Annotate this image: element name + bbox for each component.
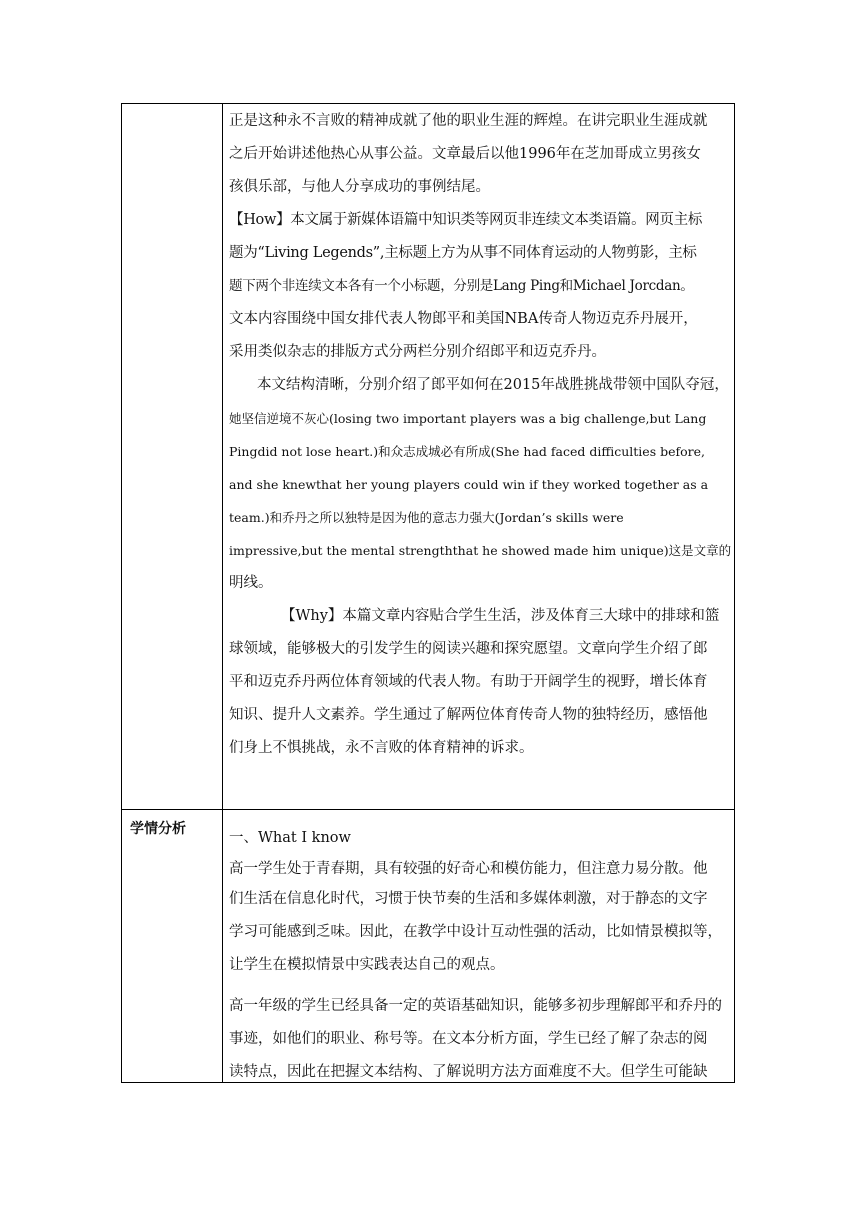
- text-line: 们身上不惧挑战，永不言败的体育精神的诉求。: [229, 740, 534, 756]
- student-analysis-cell: [229, 822, 733, 1089]
- section-heading: 一、What I know: [229, 830, 351, 846]
- text-line: 事迹，如他们的职业、称号等。在文本分析方面，学生已经了解了杂志的阅: [229, 1031, 708, 1047]
- text-line: impressive,but the mental strengththat he showed made him unique)这是文章的: [229, 543, 732, 558]
- text-line: 球领域，能够极大的引发学生的阅读兴趣和探究愿望。文章向学生介绍了郎: [229, 641, 708, 657]
- text-analysis-cell: [229, 105, 733, 765]
- text-line: 高一年级的学生已经具备一定的英语基础知识，能够多初步理解郎平和乔丹的: [229, 998, 722, 1014]
- text-line: 明线。: [229, 575, 273, 591]
- text-line: 学习可能感到乏味。因此，在教学中设计互动性强的活动，比如情景模拟等，: [229, 924, 722, 940]
- lesson-plan-table: [121, 103, 735, 1083]
- text-line: 正是这种永不言败的精神成就了他的职业生涯的辉煌。在讲完职业生涯成就: [229, 113, 708, 129]
- row-label-student-analysis: 学情分析: [130, 821, 186, 837]
- text-line: 平和迈克乔丹两位体育领域的代表人物。有助于开阔学生的视野，增长体育: [229, 674, 708, 690]
- text-line: 孩俱乐部，与他人分享成功的事例结尾。: [229, 179, 490, 195]
- text-line: 之后开始讲述他热心从事公益。文章最后以他1996年在芝加哥成立男孩女: [229, 146, 701, 162]
- column-divider: [222, 104, 223, 1082]
- text-line: 读特点，因此在把握文本结构、了解说明方法方面难度不大。但学生可能缺: [229, 1064, 708, 1080]
- text-line: 文本内容围绕中国女排代表人物郎平和美国NBA传奇人物迈克乔丹展开，: [229, 311, 698, 327]
- text-line: 本文结构清晰，分别介绍了郎平如何在2015年战胜挑战带领中国队夺冠，: [257, 377, 729, 393]
- text-line: 让学生在模拟情景中实践表达自己的观点。: [229, 957, 505, 973]
- text-line: 她坚信逆境不灰心(losing two important players was a big challenge,but Lang: [229, 411, 707, 426]
- text-line: 高一学生处于青春期，具有较强的好奇心和模仿能力，但注意力易分散。他: [229, 861, 708, 877]
- row-divider: [122, 809, 734, 810]
- text-line: Pingdid not lose heart.)和众志成城必有所成(She had faced difficulties before,: [229, 444, 705, 459]
- text-line: 知识、提升人文素养。学生通过了解两位体育传奇人物的独特经历，感悟他: [229, 707, 708, 723]
- text-line: team.)和乔丹之所以独特是因为他的意志力强大(Jordan’s skills were: [229, 510, 624, 525]
- text-line: 采用类似杂志的排版方式分两栏分别介绍郎平和迈克乔丹。: [229, 344, 606, 360]
- text-line: 们生活在信息化时代，习惯于快节奏的生活和多媒体刺激，对于静态的文字: [229, 891, 708, 907]
- text-line: and she knewthat her young players could win if they worked together as a: [229, 477, 709, 492]
- text-line: 【How】本文属于新媒体语篇中知识类等网页非连续文本类语篇。网页主标: [229, 212, 703, 228]
- text-line: 【Why】本篇文章内容贴合学生生活，涉及体育三大球中的排球和篮: [281, 608, 720, 624]
- text-line: 题为“Living Legends”,主标题上方为从事不同体育运动的人物剪影，主标: [229, 245, 697, 261]
- text-line: 题下两个非连续文本各有一个小标题，分别是Lang Ping和Michael Jorcdan。: [229, 278, 694, 294]
